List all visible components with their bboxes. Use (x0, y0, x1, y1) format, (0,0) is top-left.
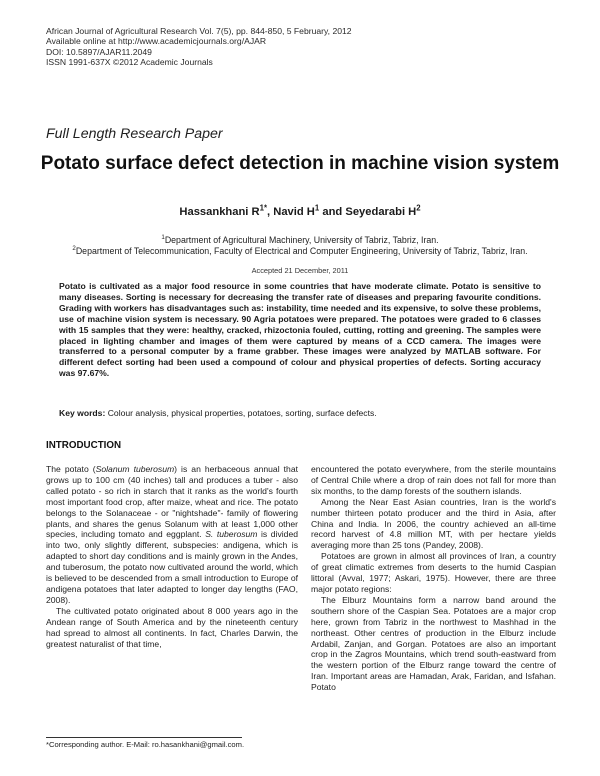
accepted-date: Accepted 21 December, 2011 (251, 266, 349, 275)
species-name: S. tuberosum (205, 529, 258, 540)
text-run: is divided into two, only slightly different, subspecies: andigena, which is adapted to short day conditions and is mainly grown in the Andes, and tuberosum, the potato now cultivated around the world, which is believed to be descended from a small introduction to Europe of andigena potatoes that later adapted to longer day lengths (FAO, 2008). (46, 529, 299, 605)
paper-title: Potato surface defect detection in machine vision system (40, 153, 560, 174)
paragraph: The Elburz Mountains form a narrow band around the southern shore of the Caspian Sea. Potatoes are a major crop here, grown from Tabriz in the northwest to Mashhad in the northeast. Other centres of production in the Elburz include Ardabil, Zanjan, and Gorgan. Potatoes are also an important crop in the Zagros Mountains, which trend south-eastward from the western portion of the Elburz range toward the centre of Iran. Important areas are Hamadan, Arak, Faridan, and Isfahan. Potato (311, 594, 556, 693)
text-run: ) is an herbaceous annual that grows up to 100 cm (40 inches) tall and produces a tuber - also called potato - so rich in starch that it ranks as the world's fourth most important food crop, after maize, wheat and rice. The potato belongs to the Solanaceae - or "nightshade"- family of flowering plants, and shares the genus Solanum with at least 1,000 other species, including tomato and eggplant. (46, 464, 298, 540)
author-list (40, 203, 560, 218)
affiliation-2 (30, 246, 570, 256)
corresponding-author-mark: * (263, 203, 268, 213)
journal-header (46, 26, 352, 67)
author-name: Navid H (273, 206, 315, 218)
paragraph: Among the Near East Asian countries, Iran is the world's number thirteen potato producer and the third in Asia, after China and India. In 2006, the country achieved an all-time record harvest of 4.8 million MT, with per hectare yields averaging more than 25 tons (Pandey, 2008). (311, 496, 556, 551)
body-column-right (311, 464, 556, 693)
body-column-left (46, 464, 298, 649)
author-separator: and (319, 206, 346, 218)
keywords-label: Key words: (59, 408, 106, 418)
header-issn-line: ISSN 1991-637X ©2012 Academic Journals (46, 56, 213, 67)
keywords-text: Colour analysis, physical properties, potatoes, sorting, surface defects. (105, 408, 377, 418)
header-journal-line: African Journal of Agricultural Research Vol. 7(5), pp. 844-850, 5 February, 2012 (46, 26, 352, 36)
author-separator: , (267, 206, 274, 218)
paragraph (46, 464, 298, 606)
affiliation-text: Department of Telecommunication, Faculty of Electrical and Computer Engineering, University of Tabriz, Tabriz, Iran. (75, 246, 528, 256)
author-affiliation-mark: 2 (416, 203, 421, 213)
header-availability-line: Available online at http://www.academicjournals.org/AJAR (46, 36, 267, 47)
corresponding-author-footnote: *Corresponding author. E-Mail: ro.hasankhani@gmail.com. (46, 740, 245, 749)
author-affiliation-mark: 1 (314, 203, 320, 213)
paragraph: Potatoes are grown in almost all provinces of Iran, a country of great climatic extremes from deserts to the humid Caspian littoral (Avval, 1977; Askari, 1975). However, there are three major potato regions: (311, 551, 556, 594)
author-affiliation-mark: 1 (259, 203, 264, 213)
paragraph: The cultivated potato originated about 8 000 years ago in the Andean range of South America and by the nineteenth century had spread to almost all continents. In fact, Charles Darwin, the greatest naturalist of that time, (46, 605, 298, 649)
paper-type-label: Full Length Research Paper (46, 126, 223, 142)
affiliation-1 (30, 235, 570, 245)
introduction-heading: INTRODUCTION (46, 440, 122, 451)
keywords (59, 408, 541, 419)
footnote-divider (46, 737, 242, 738)
author-name: Hassankhani R (179, 206, 260, 218)
affiliation-number: 2 (72, 245, 76, 253)
author-name: Seyedarabi H (345, 206, 417, 218)
paragraph: encountered the potato everywhere, from the sterile mountains of Central Chile where a drop of rain does not fall for more than six months, to the damp forests of the southern islands. (311, 464, 556, 496)
affiliation-text: Department of Agricultural Machinery, University of Tabriz, Tabriz, Iran. (164, 235, 439, 245)
affiliation-number: 1 (161, 234, 165, 242)
abstract: Potato is cultivated as a major food resource in some countries that have moderate climate. Potato is sensitive to many diseases. Sorting is necessary for decreasing the transfer rate of diseases and preparing favourite conditions. Grading with workers has disadvantages such as: instability, time needed and its expensive, to solve these problems, use of machine vision system is necessary. 90 Agria potatoes were prepared. The potatoes were graded to 6 classes with 15 samples that they were: healthy, cracked, rhizoctonia fouled, cutting, rotting and greening. The samples were placed in lighting chamber and images of them were captured by means of a CCD camera. The images were transferred to a personal computer by a frame grabber. These images were analyzed by MATLAB software. For different defect sorting had been used a compound of colour and physical properties of defects. Sorting accuracy was 97.67%. (59, 281, 541, 379)
species-name: Solanum tuberosum (95, 464, 175, 474)
header-doi-line: DOI: 10.5897/AJAR11.2049 (46, 46, 152, 57)
text-run: The potato ( (46, 464, 96, 474)
